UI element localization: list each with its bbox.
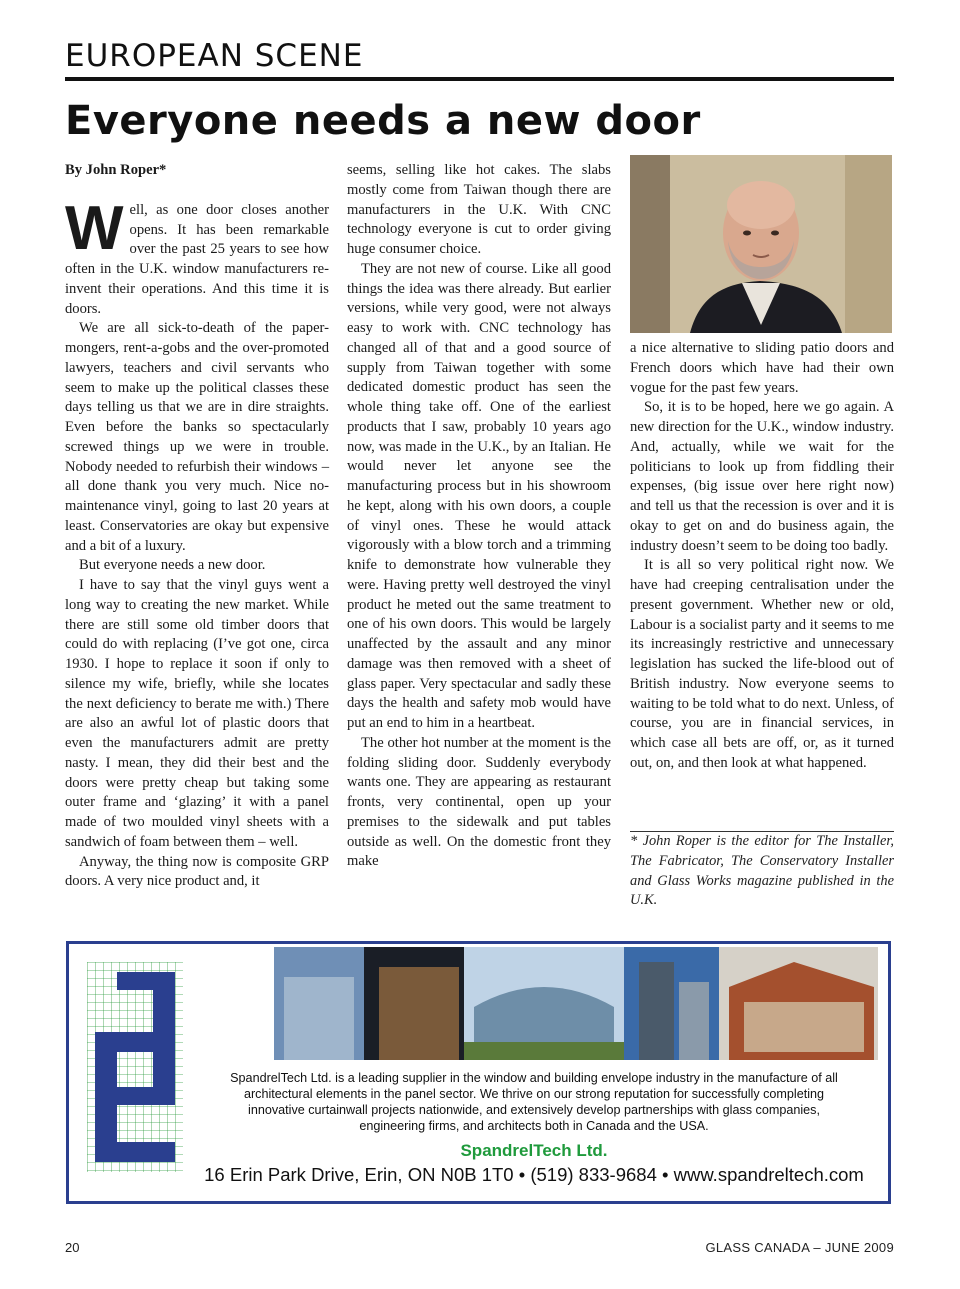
paragraph: The other hot number at the moment is the folding sliding door. Suddenly everybody wants one. They are appearing as restaurant fronts, very continental, open up your premises to the sidewalk and put tables outside as well. On the domestic front they make — [347, 734, 611, 870]
paragraph: It is all so very political right now. We have had creeping centralisation under the present government. Whether new or old, Labour is a socialist party and it seems to me its increasingly restrictive and unnecessary legislation has sucked the life-blood out of British industry. Now everyone seems to waiting to be told what to do next. Unless, of course, you are in financial services, in which case all bets are off, or, as it turned out, on, and then look at what happened. — [630, 557, 894, 771]
paragraph: a nice alternative to sliding patio doors and French doors which have had their own vogue for the past few years. — [630, 340, 894, 396]
paragraph: Well, as one door closes another opens. It has been remarkable over the past 25 years to see how often in the U.K. window manufacturers re-invent their operations. And this time it is doors. — [65, 193, 329, 317]
magazine-issue: GLASS CANADA – JUNE 2009 — [705, 1240, 894, 1255]
ad-contact-info[interactable]: 16 Erin Park Drive, Erin, ON N0B 1T0 • (519) 833-9684 • www.spandreltech.com — [204, 1164, 864, 1185]
byline: By John Roper* — [65, 162, 167, 178]
article-column-1 — [65, 161, 329, 892]
article-column-2 — [347, 161, 611, 872]
paragraph: Anyway, the thing now is composite GRP doors. A very nice product and, it — [65, 853, 329, 890]
article-column-3 — [630, 339, 894, 774]
spandreltech-logo — [87, 962, 183, 1177]
article-headline: Everyone needs a new door — [65, 98, 701, 144]
paragraph: We are all sick-to-death of the paper-mongers, rent-a-gobs and the over-promoted lawyers, teachers and civil servants who seem to make up the political classes these days telling us that we are in dire straights. Even before the banks so spectacularly screwed things up we were in trouble. Nobody needed to refurbish their windows – all done thank you very much. Nice no-maintenance vinyl, going to last 20 years at least. Conservatories are okay but expensive and a bit of a luxury. — [65, 320, 329, 554]
author-photo — [630, 155, 892, 333]
ad-description: SpandrelTech Ltd. is a leading supplier in the window and building envelope industry in the manufacture of all architectural elements in the panel sector. We thrive on our strong reputation for successfully completing innovative curtainwall projects nationwide, and extensively develop partnerships with glass companies, engineering firms, and architects both in Canada and the USA. — [230, 1071, 838, 1133]
author-portrait-illustration — [630, 155, 892, 333]
paragraph: So, it is to be hoped, here we go again. A new direction for the U.K., window industry. And, actually, while we wait for the politicians to look up from fiddling their expenses, (big issue over here right now) and tell us that the recession is over and it is okay to get on and do business again, the industry doesn’t seem to be doing too badly. — [630, 399, 894, 554]
ad-company-name: SpandrelTech Ltd. — [460, 1141, 608, 1160]
building-photos — [274, 947, 878, 1060]
page-number: 20 — [65, 1240, 80, 1255]
spandreltech-advertisement[interactable] — [66, 941, 891, 1204]
section-heading: EUROPEAN SCENE — [65, 38, 364, 74]
author-footnote: * John Roper is the editor for The Installer, The Fabricator, The Conservatory Installer and Glass Works magazine published in the U.K. — [630, 833, 894, 909]
paragraph: I have to say that the vinyl guys went a long way to creating the new market. While there are still some old timber doors that could do with replacing (I’ve got one, circa 1930. I hope to replace it soon if only to silence my wife, briefly, while she locates the next deficiency to berate me with.) There are also an awful lot of plastic doors that even the manufacturers admit are pretty nasty. I mean, they did their best and the doors were pretty cheap but taking some outer frame and ‘glazing’ it with a panel made of two moulded vinyl sheets with a sandwich of foam between them – well. — [65, 577, 329, 850]
paragraph: They are not new of course. Like all good things the idea was there already. But earlier versions, while very good, were not always easy to work with. CNC technology has changed all of that and a good source of supply from Taiwan together with some dedicated domestic product has seen the whole thing take off. One of the earliest products that I saw, probably 10 years ago now, was made in the U.K., by an Italian. He would never let anyone see the manufacturing process but in his showroom he kept, along with his own doors, a couple of vinyl ones. These he would attack vigorously with a blow torch and a trimming knife to demonstrate how vulnerable they were. Having pretty well destroyed the vinyl product he meted out the same treatment to one of his own doors. This would be largely unaffected by the assault and any minor damage was then removed with a sheet of glass paper. Very spectacular and sadly these days the health and safety mob would have put an end to him in a heartbeat. — [347, 260, 611, 731]
paragraph: seems, selling like hot cakes. The slabs mostly come from Taiwan though there are manufacturers in the U.K. With CNC technology everyone is cut to order giving huge consumer choice. — [347, 162, 611, 257]
section-rule — [65, 77, 894, 81]
drop-cap: W — [65, 193, 124, 263]
paragraph: But everyone needs a new door. — [79, 557, 266, 574]
